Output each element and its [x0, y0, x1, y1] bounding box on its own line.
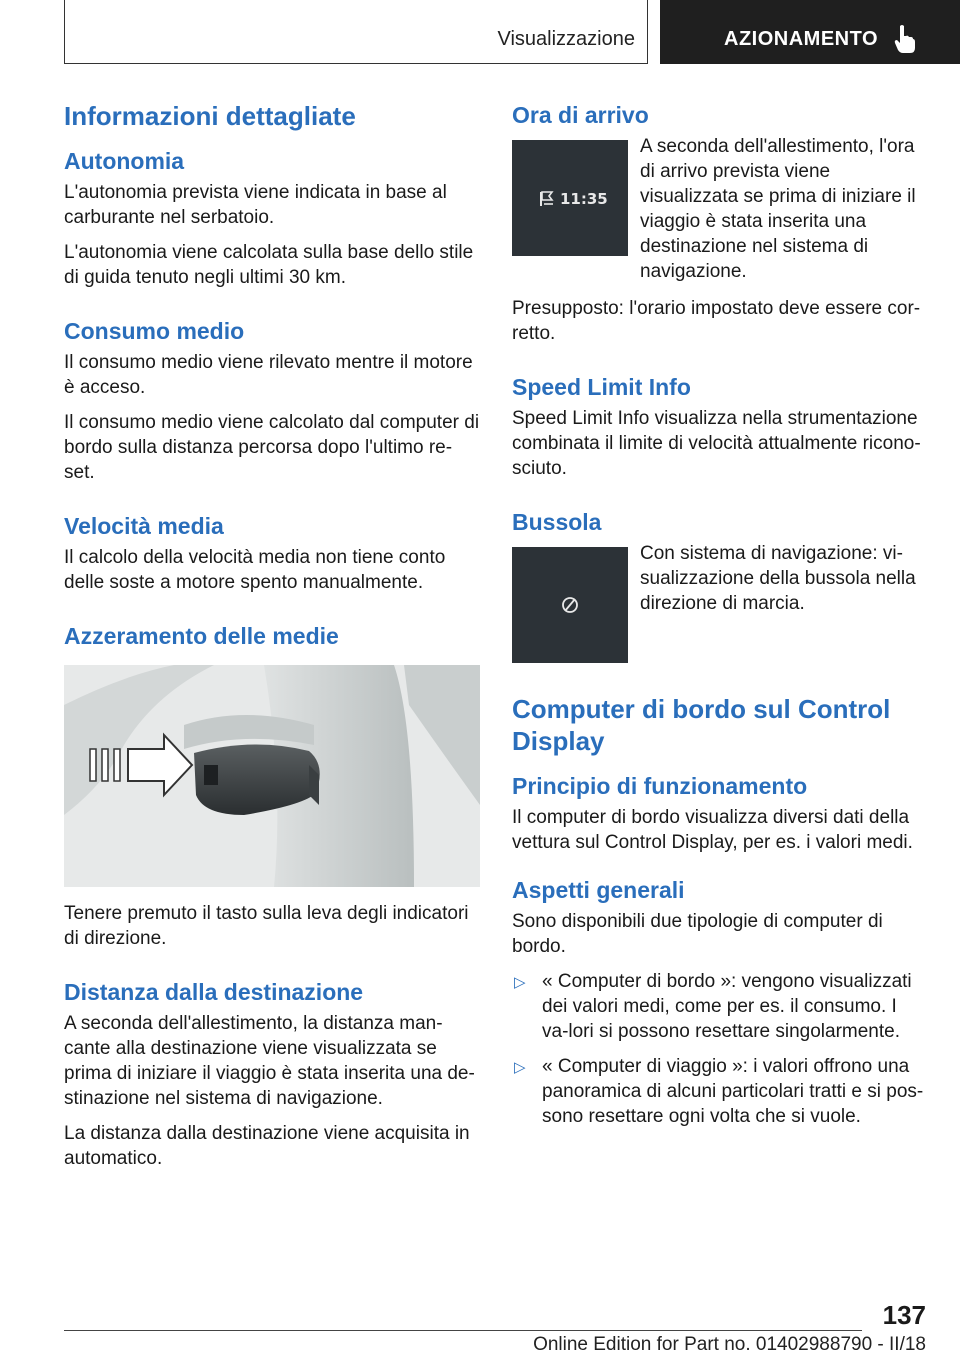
- bullet-list: [512, 969, 928, 1129]
- heading-consumo-medio: Consumo medio: [64, 318, 245, 344]
- figure-caption: Tenere premuto il tasto sulla leva degli indicatori di direzione.: [64, 903, 469, 949]
- section-autonomia: [64, 146, 480, 290]
- section-speed-limit: [512, 372, 928, 481]
- page-number: 137: [882, 1300, 926, 1330]
- section-title-informazioni: Informazioni dettagliate: [64, 101, 356, 131]
- header-section-box: [64, 0, 648, 64]
- section-consumo-medio: [64, 316, 480, 485]
- section-azzeramento: [64, 621, 480, 951]
- section-ora-arrivo: [512, 100, 928, 346]
- header-chapter-tab: [660, 0, 960, 64]
- triangle-bullet-icon: ▷: [514, 974, 526, 991]
- paragraph: Il computer di bordo visualizza diversi dati della vettura sul Control Display, per es. i valori medi.: [512, 807, 913, 853]
- footer-edition: Online Edition for Part no. 01402988790 - II/18: [533, 1334, 926, 1355]
- right-column: [512, 100, 928, 1155]
- triangle-bullet-icon: ▷: [514, 1059, 526, 1076]
- subsection-aspetti: [512, 875, 928, 1129]
- bussola-media: [512, 541, 928, 663]
- heading-aspetti: Aspetti generali: [512, 877, 685, 903]
- compass-icon: [560, 595, 580, 615]
- list-item: ▷ « Computer di bordo »: vengono visualizzati dei valori medi, come per es. il consumo. I va-lori si possono resettare singolarmente.: [514, 971, 912, 1042]
- section-velocita-media: [64, 511, 480, 595]
- paragraph: Speed Limit Info visualizza nella strumentazione combinata il limite di velocità attualmente ricono-sciuto.: [512, 408, 921, 479]
- paragraph: A seconda dell'allestimento, l'ora di arrivo prevista viene visualizzata se prima di iniziare il viaggio è stata inserita una destinazione nel sistema di navigazione.: [640, 136, 916, 282]
- paragraph: L'autonomia prevista viene indicata in base al carburante nel serbatoio.: [64, 182, 447, 228]
- left-column: [64, 100, 480, 1197]
- list-item: ▷ « Computer di viaggio »: i valori offrono una panoramica di alcuni particolari tratti e si pos-sono resettare ogni volta che si vuole.: [514, 1056, 924, 1127]
- subsection-principio: [512, 771, 928, 855]
- heading-bussola: Bussola: [512, 509, 602, 535]
- paragraph: A seconda dell'allestimento, la distanza man-cante alla destinazione viene visualizzata se prima di iniziare il viaggio è stata inserita una de-stinazione nel sistema di navigazione.: [64, 1013, 475, 1109]
- ora-arrivo-media: [512, 134, 928, 284]
- header-chapter-title: AZIONAMENTO: [724, 28, 879, 50]
- heading-principio: Principio di funzionamento: [512, 773, 808, 799]
- paragraph: La distanza dalla destinazione viene acquisita in automatico.: [64, 1123, 470, 1169]
- heading-autonomia: Autonomia: [64, 148, 185, 174]
- lever-drawing: [64, 665, 480, 887]
- heading-velocita-media: Velocità media: [64, 513, 224, 539]
- header-section-title: Visualizzazione: [497, 28, 635, 50]
- destination-flag-icon: [538, 190, 556, 208]
- paragraph: Il consumo medio viene calcolato dal computer di bordo sulla distanza percorsa dopo l'ultimo re-set.: [64, 412, 480, 483]
- section-title-computer-bordo: Computer di bordo sul Control Display: [512, 694, 891, 756]
- paragraph: L'autonomia viene calcolata sulla base dello stile di guida tenuto negli ultimi 30 km.: [64, 242, 474, 288]
- paragraph: Il calcolo della velocità media non tiene conto delle soste a motore spento manualmente.: [64, 547, 446, 593]
- pointing-hand-icon: [894, 24, 916, 54]
- paragraph: Presupposto: l'orario impostato deve essere cor-retto.: [512, 298, 921, 344]
- footer-divider: [64, 1330, 862, 1331]
- heading-speed-limit: Speed Limit Info: [512, 374, 691, 400]
- heading-distanza: Distanza dalla destinazione: [64, 979, 364, 1005]
- section-computer-bordo: [512, 693, 928, 1129]
- arrival-time-value: 11:35: [560, 190, 608, 208]
- section-bussola: [512, 507, 928, 663]
- heading-ora-arrivo: Ora di arrivo: [512, 102, 649, 128]
- heading-azzeramento: Azzeramento delle medie: [64, 623, 339, 649]
- section-distanza: [64, 977, 480, 1171]
- turn-signal-lever-illustration: [64, 665, 480, 887]
- paragraph: Sono disponibili due tipologie di computer di bordo.: [512, 911, 883, 957]
- compass-display: [512, 547, 628, 663]
- paragraph: Con sistema di navigazione: vi-sualizzazione della bussola nella direzione di marcia.: [640, 543, 916, 614]
- arrival-time-display: [512, 140, 628, 256]
- paragraph: Il consumo medio viene rilevato mentre il motore è acceso.: [64, 352, 473, 398]
